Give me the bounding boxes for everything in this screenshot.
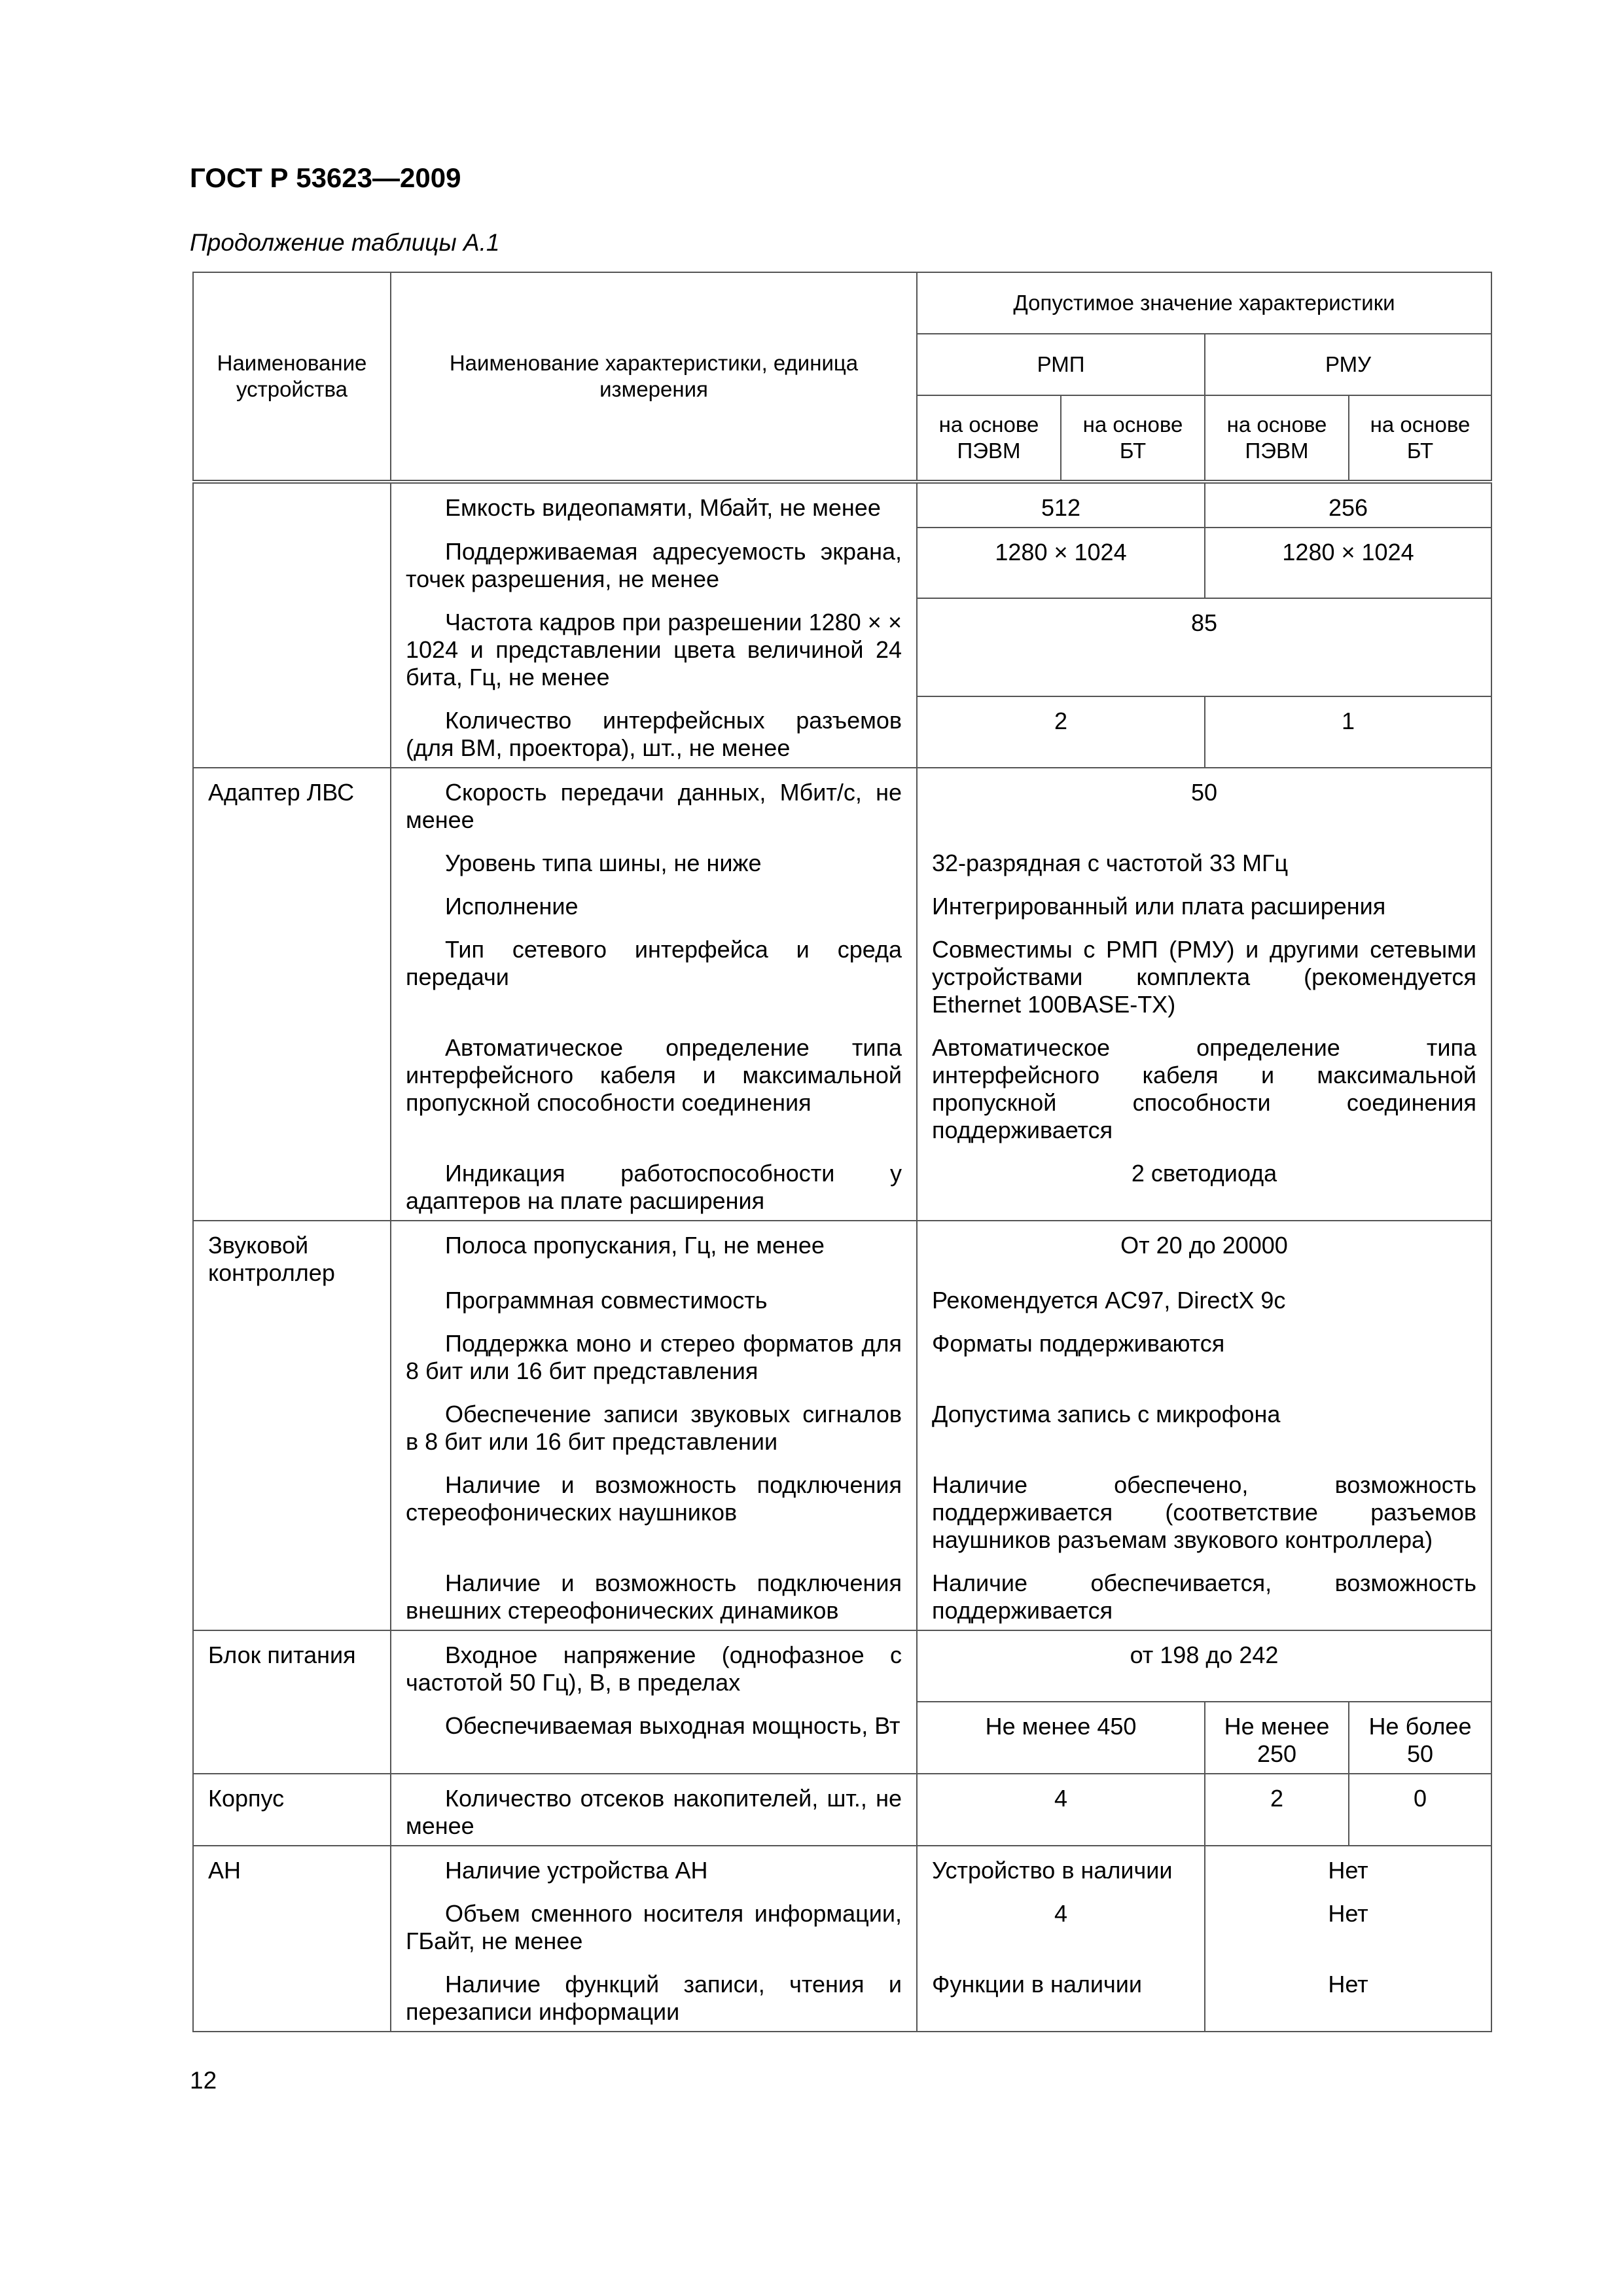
characteristic-cell: Наличие функций записи, чтения и перезаписи информации <box>391 1960 917 2032</box>
value-cell: От 20 до 20000 <box>917 1221 1491 1276</box>
value-cell-rmu: 1 <box>1205 696 1491 768</box>
characteristic-cell: Входное напряжение (однофазное с частотой 50 Гц), В, в пределах <box>391 1630 917 1702</box>
value-cell-rmu: Нет <box>1205 1846 1491 1890</box>
value-cell-rmu-bt: 0 <box>1349 1774 1491 1846</box>
value-cell: Наличие обеспечено, возможность поддерживается (соответствие разъемов наушников разъемам звукового контроллера) <box>917 1461 1491 1559</box>
characteristic-cell: Количество отсеков накопителей, шт., не менее <box>391 1774 917 1846</box>
characteristic-cell: Обеспечиваемая выходная мощность, Вт <box>391 1702 917 1774</box>
value-cell: 50 <box>917 768 1491 839</box>
head-allowed-value: Допустимое значение характеристики <box>917 272 1491 334</box>
device-cell: Адаптер ЛВС <box>193 768 391 1221</box>
value-cell: 32-разрядная с частотой 33 МГц <box>917 839 1491 882</box>
value-cell: Форматы поддерживаются <box>917 1319 1491 1390</box>
characteristic-cell: Частота кадров при разрешении 1280 × × 1024 и представлении цвета величиной 24 бита, Гц, не менее <box>391 598 917 696</box>
head-rmp-pevm: на основе ПЭВМ <box>917 395 1061 482</box>
page-number: 12 <box>190 2067 217 2094</box>
value-cell-rmp: Устройство в наличии <box>917 1846 1205 1890</box>
value-cell: Рекомендуется AC97, DirectX 9c <box>917 1276 1491 1319</box>
value-cell-rmp: 512 <box>917 482 1205 528</box>
value-cell: Наличие обеспечивается, возможность поддерживается <box>917 1559 1491 1630</box>
characteristic-cell: Поддерживаемая адресуемость экрана, точек разрешения, не менее <box>391 528 917 598</box>
table-caption: Продолжение таблицы А.1 <box>190 229 500 256</box>
table-row <box>193 482 1491 528</box>
document-code: ГОСТ Р 53623—2009 <box>190 162 461 193</box>
characteristic-cell: Индикация работоспособности у адаптеров на плате расширения <box>391 1149 917 1221</box>
value-cell: Совместимы с РМП (РМУ) и другими сетевыми устройствами комплекта (рекомендуется Ethernet 100BASE-TX) <box>917 925 1491 1024</box>
head-rmp-bt: на основе БТ <box>1061 395 1205 482</box>
value-cell-rmp: 4 <box>917 1890 1205 1960</box>
value-cell-rmp: Функции в наличии <box>917 1960 1205 2032</box>
value-cell-rmp: 2 <box>917 696 1205 768</box>
device-cell: Звуковой контроллер <box>193 1221 391 1630</box>
value-cell: 85 <box>917 598 1491 696</box>
table-row <box>193 1630 1491 1702</box>
value-cell-rmu-pevm: 2 <box>1205 1774 1349 1846</box>
head-rmp: РМП <box>917 334 1205 395</box>
table-row <box>193 1846 1491 1890</box>
head-rmu-bt: на основе БТ <box>1349 395 1491 482</box>
device-cell: Блок питания <box>193 1630 391 1774</box>
characteristic-cell: Автоматическое определение типа интерфейсного кабеля и максимальной пропускной способности соединения <box>391 1024 917 1149</box>
characteristic-cell: Наличие устройства АН <box>391 1846 917 1890</box>
device-cell <box>193 482 391 768</box>
value-cell-rmu: Нет <box>1205 1960 1491 2032</box>
value-cell-rmu: Нет <box>1205 1890 1491 1960</box>
value-cell: от 198 до 242 <box>917 1630 1491 1702</box>
value-cell-rmu-pevm: Не менее 250 <box>1205 1702 1349 1774</box>
table-row <box>193 1221 1491 1276</box>
value-cell-rmu-bt: Не более 50 <box>1349 1702 1491 1774</box>
characteristic-cell: Наличие и возможность подключения стереофонических наушников <box>391 1461 917 1559</box>
head-rmu: РМУ <box>1205 334 1491 395</box>
spec-table <box>192 272 1492 2032</box>
device-cell: Корпус <box>193 1774 391 1846</box>
characteristic-cell: Программная совместимость <box>391 1276 917 1319</box>
characteristic-cell: Скорость передачи данных, Мбит/с, не менее <box>391 768 917 839</box>
table-row <box>193 1774 1491 1846</box>
table-row <box>193 768 1491 839</box>
characteristic-cell: Тип сетевого интерфейса и среда передачи <box>391 925 917 1024</box>
characteristic-cell: Наличие и возможность подключения внешних стереофонических динамиков <box>391 1559 917 1630</box>
characteristic-cell: Полоса пропускания, Гц, не менее <box>391 1221 917 1276</box>
characteristic-cell: Исполнение <box>391 882 917 925</box>
characteristic-cell: Количество интерфейсных разъемов (для ВМ, проектора), шт., не менее <box>391 696 917 768</box>
value-cell-rmp: 1280 × 1024 <box>917 528 1205 598</box>
characteristic-cell: Поддержка моно и стерео форматов для 8 бит или 16 бит представления <box>391 1319 917 1390</box>
value-cell-rmp: 4 <box>917 1774 1205 1846</box>
characteristic-cell: Уровень типа шины, не ниже <box>391 839 917 882</box>
characteristic-cell: Обеспечение записи звуковых сигналов в 8 бит или 16 бит представлении <box>391 1390 917 1461</box>
value-cell: Интегрированный или плата расширения <box>917 882 1491 925</box>
head-rmu-pevm: на основе ПЭВМ <box>1205 395 1349 482</box>
characteristic-cell: Объем сменного носителя информации, ГБайт, не менее <box>391 1890 917 1960</box>
head-device: Наименование устройства <box>193 272 391 482</box>
value-cell: 2 светодиода <box>917 1149 1491 1221</box>
value-cell-rmu: 1280 × 1024 <box>1205 528 1491 598</box>
device-cell: АН <box>193 1846 391 2032</box>
head-characteristic: Наименование характеристики, единица измерения <box>391 272 917 482</box>
value-cell-rmp: Не менее 450 <box>917 1702 1205 1774</box>
value-cell-rmu: 256 <box>1205 482 1491 528</box>
characteristic-cell: Емкость видеопамяти, Мбайт, не менее <box>391 482 917 528</box>
value-cell: Автоматическое определение типа интерфейсного кабеля и максимальной пропускной способности соединения поддерживается <box>917 1024 1491 1149</box>
value-cell: Допустима запись с микрофона <box>917 1390 1491 1461</box>
